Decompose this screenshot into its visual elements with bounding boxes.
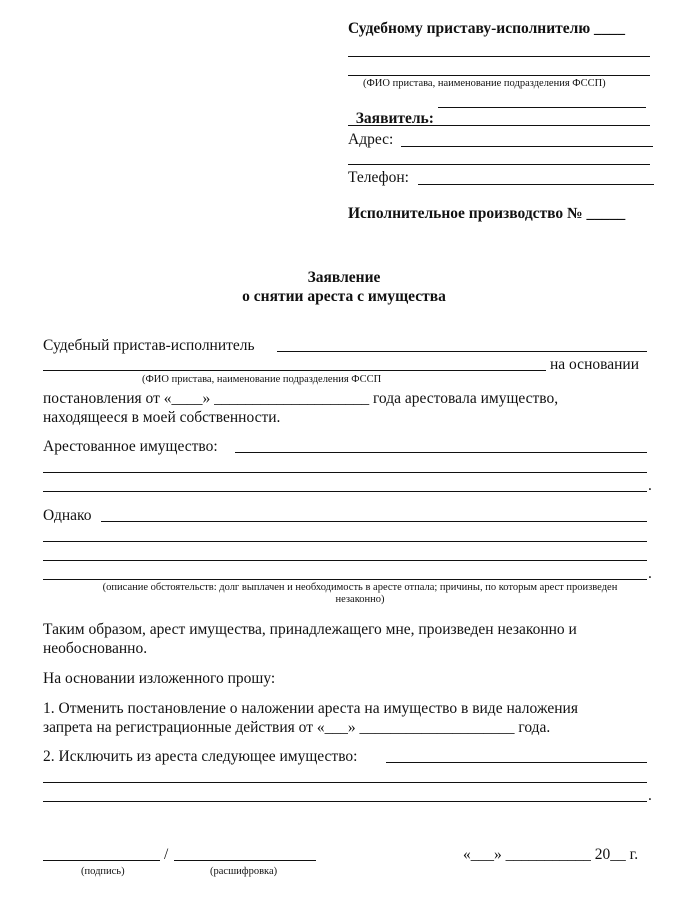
phone-input-line[interactable] (418, 184, 654, 185)
bailiff-caption: (ФИО пристава, наименование подразделения ФССП) (363, 78, 606, 89)
bailiff-input-line-2[interactable] (43, 370, 546, 371)
applicant-input-line[interactable] (438, 107, 646, 108)
signature-line[interactable] (43, 860, 160, 861)
phone-label: Телефон: (348, 169, 409, 186)
request-intro: На основании изложенного прошу: (43, 670, 276, 687)
however-line-4[interactable] (43, 579, 647, 580)
conclusion-line-1: Таким образом, арест имущества, принадлежащего мне, произведен незаконно и (43, 621, 577, 638)
signature-caption: (подпись) (81, 866, 125, 877)
bailiff-name-line-2[interactable] (348, 75, 650, 76)
however-line-2[interactable] (43, 541, 647, 542)
document-title: Заявление (307, 269, 381, 286)
period: . (648, 787, 652, 804)
however-line-3[interactable] (43, 560, 647, 561)
conclusion-line-2: необоснованно. (43, 640, 148, 657)
applicant-field[interactable] (348, 92, 434, 128)
seized-property-label: Арестованное имущество: (43, 438, 218, 455)
exclude-property-line-1[interactable] (386, 762, 647, 763)
bailiff-inline-caption: (ФИО пристава, наименование подразделения ФССП (142, 374, 382, 385)
seized-property-line-2[interactable] (43, 472, 647, 473)
exclude-property-line-3[interactable] (43, 801, 647, 802)
signature-decode-line[interactable] (174, 860, 316, 861)
circumstances-caption: (описание обстоятельств: долг выплачен и необходимость в аресте отпала; причины, по которым арест произведен незаконно) (102, 582, 618, 605)
decode-caption: (расшифровка) (210, 866, 278, 877)
applicant-line-2[interactable] (348, 125, 650, 126)
seized-property-line-1[interactable] (235, 452, 647, 453)
period: . (648, 565, 652, 582)
bailiff-name-line-1[interactable] (348, 56, 650, 57)
request-item-1-line-2[interactable]: запрета на регистрационные действия от «___» ____________________ года. (43, 719, 551, 736)
address-label: Адрес: (348, 131, 394, 148)
period: . (648, 477, 652, 494)
addressee-bailiff: Судебному приставу-исполнителю ____ (348, 20, 626, 37)
date-field[interactable]: «___» ___________ 20__ г. (463, 846, 639, 863)
seized-property-line-3[interactable] (43, 491, 647, 492)
however-label: Однако (43, 507, 92, 524)
request-item-2-label: 2. Исключить из ареста следующее имущество: (43, 748, 358, 765)
slash: / (164, 846, 169, 863)
resolution-date-line[interactable]: постановления от «____» ____________________ года арестовала имущество, (43, 390, 559, 407)
enforcement-proceeding: Исполнительное производство № _____ (348, 205, 626, 222)
ownership-text: находящееся в моей собственности. (43, 409, 281, 426)
on-basis-text: на основании (550, 356, 639, 373)
address-line-2[interactable] (348, 164, 650, 165)
applicant-label: Заявитель: (355, 110, 434, 127)
address-input-line[interactable] (401, 146, 653, 147)
document-subtitle: о снятии ареста с имущества (242, 288, 446, 305)
bailiff-paragraph-line-1: Судебный пристав-исполнитель (43, 337, 255, 354)
however-line-1[interactable] (101, 521, 647, 522)
bailiff-input-line-1[interactable] (277, 351, 647, 352)
exclude-property-line-2[interactable] (43, 782, 647, 783)
request-item-1-line-1: 1. Отменить постановление о наложении ареста на имущество в виде наложения (43, 700, 578, 717)
